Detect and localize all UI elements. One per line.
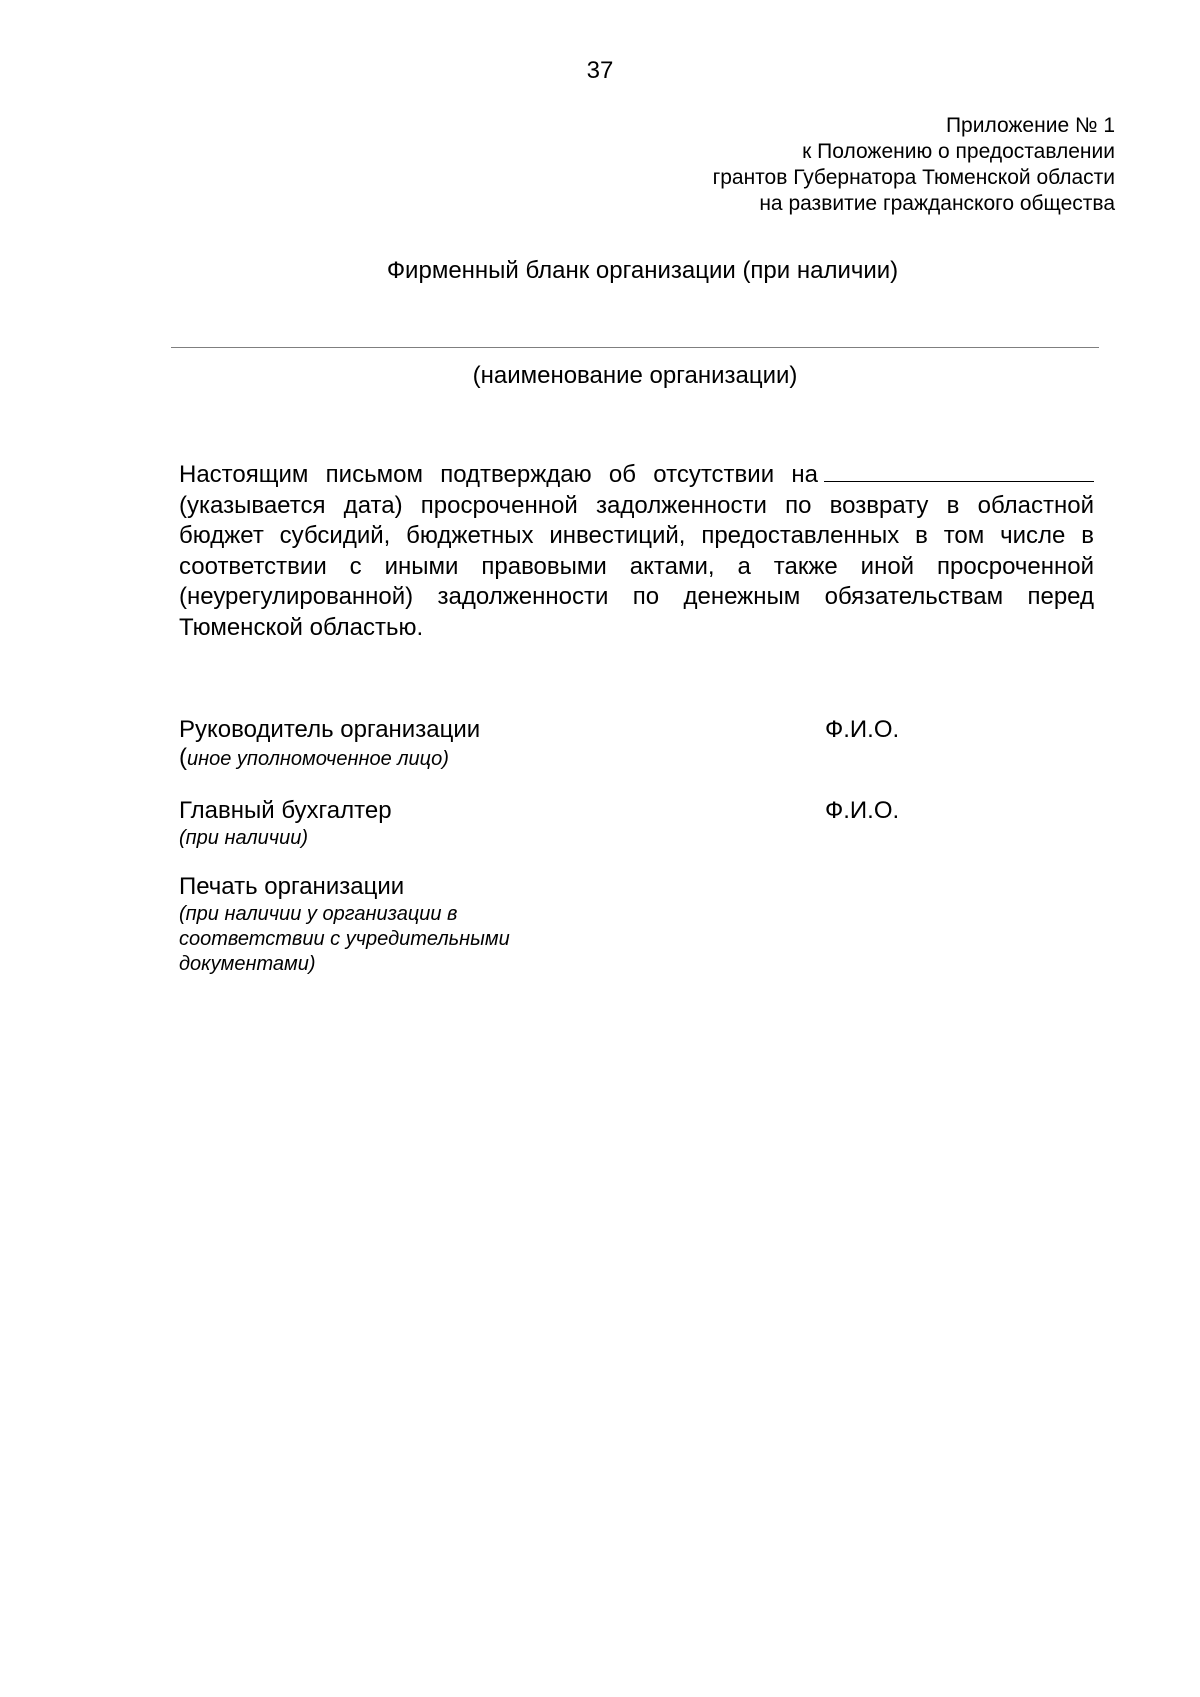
org-name-caption: (наименование организации): [472, 362, 798, 389]
appendix-line: грантов Губернатора Тюменской области: [712, 166, 1115, 189]
accountant-title: Главный бухгалтер: [179, 797, 392, 824]
accountant-note: (при наличии): [179, 827, 309, 849]
page-number: 37: [586, 57, 614, 84]
seal-note-line: (при наличии у организации в: [179, 903, 458, 925]
accountant-fio: Ф.И.О.: [825, 797, 900, 824]
appendix-line: Приложение № 1: [945, 114, 1115, 137]
head-note: [179, 745, 480, 772]
head-note-text: иное уполномоченное лицо): [187, 748, 449, 770]
head-fio: Ф.И.О.: [825, 716, 900, 743]
seal-note-line: документами): [179, 953, 316, 975]
appendix-line: на развитие гражданского общества: [759, 192, 1115, 215]
letter-body: [179, 460, 1094, 643]
head-title: Руководитель организации: [179, 716, 481, 743]
appendix-line: к Положению о предоставлении: [802, 140, 1115, 163]
head-note-paren: (: [179, 744, 187, 771]
seal-note-line: соответствии с учредительными: [179, 928, 510, 950]
letter-rest: (указывается дата) просроченной задолженности по возврату в областной бюджет субсидий, бюджетных инвестиций, предоставленных в том числе в соответствии с иными правовыми актами, а также иной просроченной (неурегулированной) задолженности по денежным обязательствам перед Тюменской областью.: [179, 491, 1094, 641]
accountant-signature-block: [179, 796, 392, 851]
letterhead-title: Фирменный бланк организации (при наличии): [386, 257, 899, 284]
org-name-line: [171, 347, 1099, 348]
appendix-header: [713, 113, 1115, 217]
seal-block: [179, 872, 510, 977]
date-blank-line: [824, 461, 1094, 482]
letter-intro: Настоящим письмом подтверждаю об отсутствии на: [179, 461, 818, 488]
seal-title: Печать организации: [179, 873, 405, 900]
head-signature-block: [179, 715, 480, 772]
